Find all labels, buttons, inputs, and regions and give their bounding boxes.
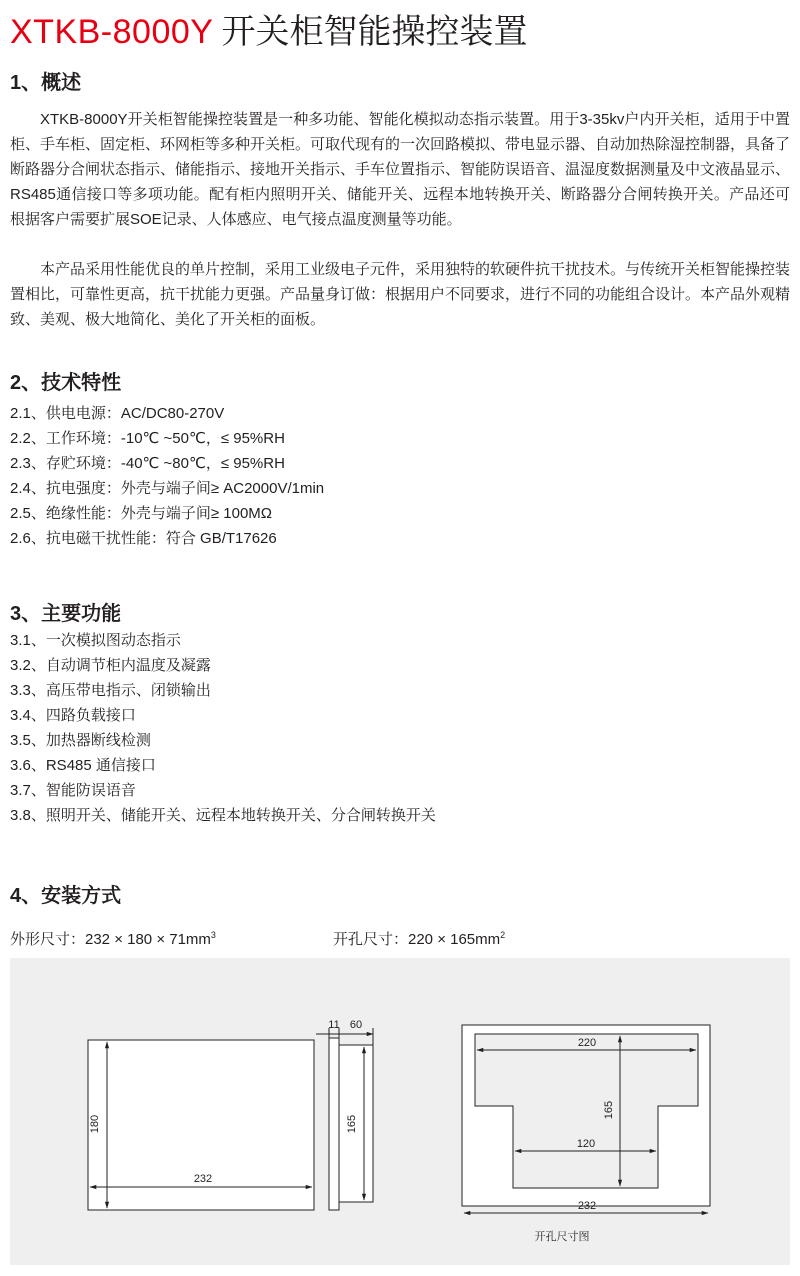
- heading-functions: 3、主要功能: [10, 603, 122, 625]
- list-item: 2.1、供电电源：AC/DC80-270V: [10, 405, 225, 422]
- heading-specs: 2、技术特性: [10, 372, 122, 394]
- drawing-caption: 开孔尺寸图: [534, 1231, 590, 1243]
- installation-drawing: [10, 958, 790, 1265]
- cutout-bottom-width-label: 232: [577, 1200, 597, 1212]
- cutout-inner-width-label: 120: [576, 1138, 596, 1150]
- list-item: 3.4、四路负载接口: [10, 707, 136, 724]
- overview-paragraph-2: 本产品采用性能优良的单片控制，采用工业级电子元件，采用独特的软硬件抗干扰技术。与传统开关柜智能操控装置相比，可靠性更高，抗干扰能力更强。产品量身订做：根据用户不同要求，进行不同的功能组合设计。本产品外观精致、美观、极大地简化、美化了开关柜的面板。: [10, 261, 791, 328]
- overview-paragraph-1: XTKB-8000Y开关柜智能操控装置是一种多功能、智能化模拟动态指示装置。用于3-35kv户内开关柜，适用于中置柜、手车柜、固定柜、环网柜等多种开关柜。可取代现有的一次回路模拟、带电显示器、自动加热除湿控制器，具备了断路器分合闸状态指示、储能指示、接地开关指示、手车位置指示、智能防误语音、温湿度数据测量及中文液晶显示、RS485通信接口等多项功能。配有柜内照明开关、储能开关、远程本地转换开关、断路器分合闸转换开关。产品还可根据客户需要扩展SOE记录、人体感应、电气接点温度测量等功能。: [10, 111, 791, 228]
- functions-list: [10, 628, 436, 828]
- installation-drawing-svg: [10, 958, 790, 1265]
- list-item: 3.7、智能防误语音: [10, 782, 136, 799]
- side-depth-a-label: 11: [328, 1019, 340, 1031]
- heading-overview: 1、概述: [10, 72, 82, 94]
- front-width-label: 232: [193, 1173, 213, 1185]
- cutout-dimensions: [333, 928, 505, 949]
- side-depth-b-label: 60: [349, 1019, 363, 1031]
- list-item: 3.8、照明开关、储能开关、远程本地转换开关、分合闸转换开关: [10, 807, 436, 824]
- side-view-flange: [329, 1038, 339, 1210]
- list-item: 3.2、自动调节柜内温度及凝露: [10, 657, 211, 674]
- heading-install: 4、安装方式: [10, 885, 122, 907]
- cutout-dimensions-text: 开孔尺寸：220 × 165mm: [333, 931, 501, 948]
- specs-list: [10, 401, 324, 551]
- list-item: 2.3、存贮环境：-40℃ ~80℃，≤ 95%RH: [10, 455, 285, 472]
- list-item: 3.1、一次模拟图动态指示: [10, 632, 181, 649]
- outline-dimensions-unit-sup: 3: [210, 930, 216, 940]
- list-item: 2.2、工作环境：-10℃ ~50℃，≤ 95%RH: [10, 430, 285, 447]
- outline-dimensions-text: 外形尺寸：232 × 180 × 71mm: [10, 931, 211, 948]
- list-item: 2.5、绝缘性能：外壳与端子间≥ 100MΩ: [10, 505, 272, 522]
- side-height-label: 165: [346, 1114, 358, 1134]
- title-model: XTKB-8000Y: [10, 13, 214, 51]
- list-item: 3.3、高压带电指示、闭锁输出: [10, 682, 211, 699]
- cutout-height-label: 165: [603, 1100, 615, 1120]
- list-item: 3.5、加热器断线检测: [10, 732, 151, 749]
- front-height-label: 180: [89, 1114, 101, 1134]
- list-item: 2.6、抗电磁干扰性能：符合 GB/T17626: [10, 530, 277, 547]
- title-name: 开关柜智能操控装置: [221, 13, 528, 51]
- outline-dimensions: [10, 928, 216, 949]
- cutout-top-width-label: 220: [577, 1037, 597, 1049]
- page-title: [10, 4, 528, 51]
- cutout-dimensions-unit-sup: 2: [500, 930, 506, 940]
- list-item: 3.6、RS485 通信接口: [10, 757, 156, 774]
- list-item: 2.4、抗电强度：外壳与端子间≥ AC2000V/1min: [10, 480, 325, 497]
